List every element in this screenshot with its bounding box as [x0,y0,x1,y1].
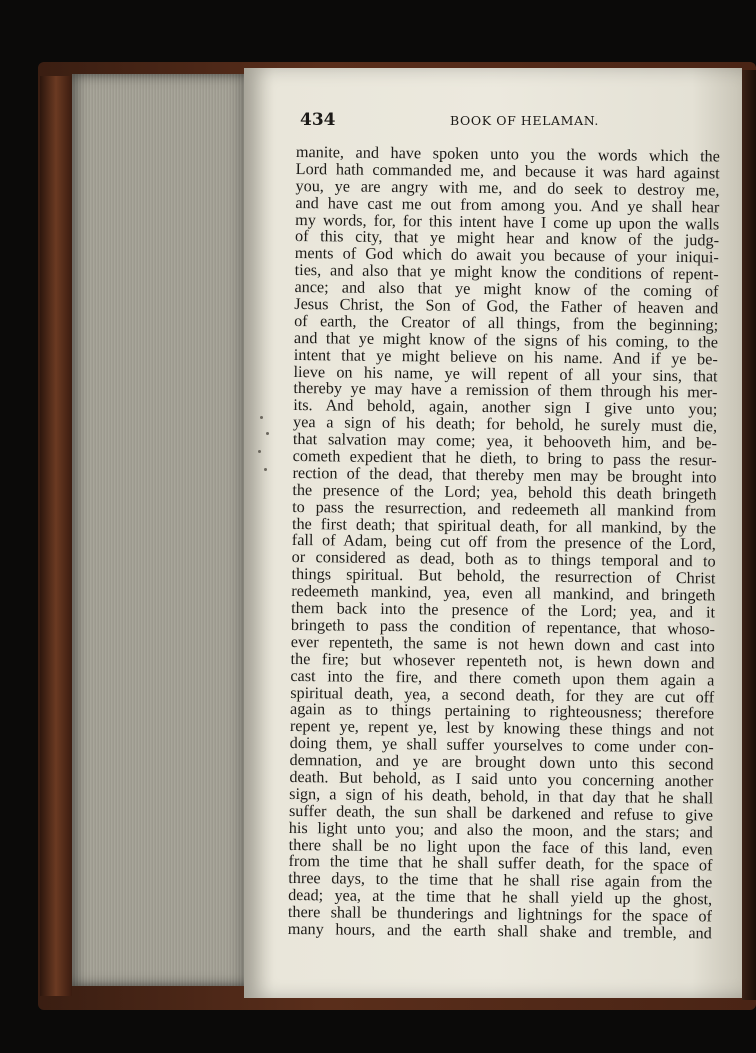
text-line: there shall be thunderings and lightnings for the space of [287,903,713,926]
margin-dot [260,416,263,419]
margin-dot [264,468,267,471]
text-line: and have cast me out from among you. And ye shall hear [295,193,720,217]
text-line: lieve on his name, ye will repent of all your sins, that [293,362,718,386]
text-line: and that ye might know of the signs of his coming, to the [293,328,719,352]
text-line: you, ye are angry with me, and do seek to destroy me, [295,176,720,200]
text-line: doing them, ye shall suffer yourselves to come under con- [289,734,714,757]
text-line: Jesus Christ, the Son of God, the Father of heaven and [294,295,719,318]
text-line: that salvation may come; yea, it behooveth him, and be- [292,430,717,453]
text-line: bringeth to pass the condition of repentance, that whoso- [290,615,716,639]
text-line: suffer death, the sun shall be darkened and refuse to give [288,801,714,825]
text-line: his light unto you; and also the moon, and the stars; and [288,818,713,842]
text-line: spiritual death, yea, a second death, for they are cut off [290,683,715,706]
running-title: BOOK OF HELAMAN. [450,113,600,128]
text-line: of earth, the Creator of all things, from the beginning; [294,311,719,335]
page-edges [72,74,250,986]
text-line: redeemeth mankind, yea, even all mankind, and bringeth [291,582,716,605]
cover-edge [742,70,756,1000]
text-line: thereby ye may have a remission of them through his mer- [293,379,718,402]
text-line: ties, and also that ye might know the conditions of repent- [294,261,719,284]
body-text [288,144,720,942]
text-line: or considered as dead, both as to things temporal and to [291,548,716,571]
text-line: to pass the resurrection, and redeemeth all mankind from [292,497,717,521]
text-line: fall of Adam, being cut off from the presence of the Lord, [291,531,716,554]
text-line: intent that ye might believe on his name. And if ye be- [293,345,718,369]
page-number: 434 [300,110,336,130]
text-line: my words, for, for this intent have I come up upon the walls [295,210,720,233]
text-line: cometh expedient that he dieth, to bring to pass the resur- [292,447,717,470]
text-line: sign, a sign of his death, behold, in that day that he shall [289,784,714,808]
text-line: of this city, that ye might hear and know of the judg- [294,227,720,250]
margin-dot [258,450,261,453]
margin-marks [252,410,292,490]
text-line: death. But behold, as I said unto you concerning another [289,767,714,791]
text-line: the presence of the Lord; yea, behold this death bringeth [292,480,717,504]
text-line: manite, and have spoken unto you the words which the [295,143,720,166]
text-line: rection of the dead, that thereby men may be brought into [292,463,717,487]
text-line: its. And behold, again, another sign I give unto you; [293,396,718,419]
text-line: things spiritual. But behold, the resurrection of Christ [291,565,716,588]
text-line: cast into the fire, and there cometh upon them again a [290,666,715,690]
text-line: Lord hath commanded me, and because it was hard against [295,159,720,183]
text-line: again as to things pertaining to righteousness; therefore [289,700,715,723]
text-line: three days, to the time that he shall rise again from the [288,869,713,892]
text-line: demnation, and ye are brought down unto this second [289,751,714,774]
text-line: from the time that he shall suffer death, for the space of [288,852,713,875]
text-line: ance; and also that ye might know of the coming of [294,278,719,301]
text-line: ever repenteth, the same is not hewn down and cast into [290,632,715,656]
text-line: there shall be no light upon the face of this land, even [288,835,713,858]
text-line: many hours, and the earth shall shake and tremble, and [287,919,712,943]
text-line: repent ye, repent ye, lest by knowing these things and not [289,717,714,740]
text-line: the first death; that spiritual death, for all mankind, by the [291,514,717,538]
text-line: dead; yea, at the time that he shall yield up the ghost, [288,886,713,909]
text-line: yea a sign of his death; for behold, he surely must die, [292,413,718,436]
text-line: ments of God which do await you because of your iniqui- [294,244,719,267]
running-head [300,110,720,134]
book-spine [40,76,72,996]
margin-dot [266,432,269,435]
text-line: them back into the presence of the Lord; yea, and it [291,599,716,622]
text-line: the fire; but whosever repenteth not, is hewn down and [290,649,715,673]
